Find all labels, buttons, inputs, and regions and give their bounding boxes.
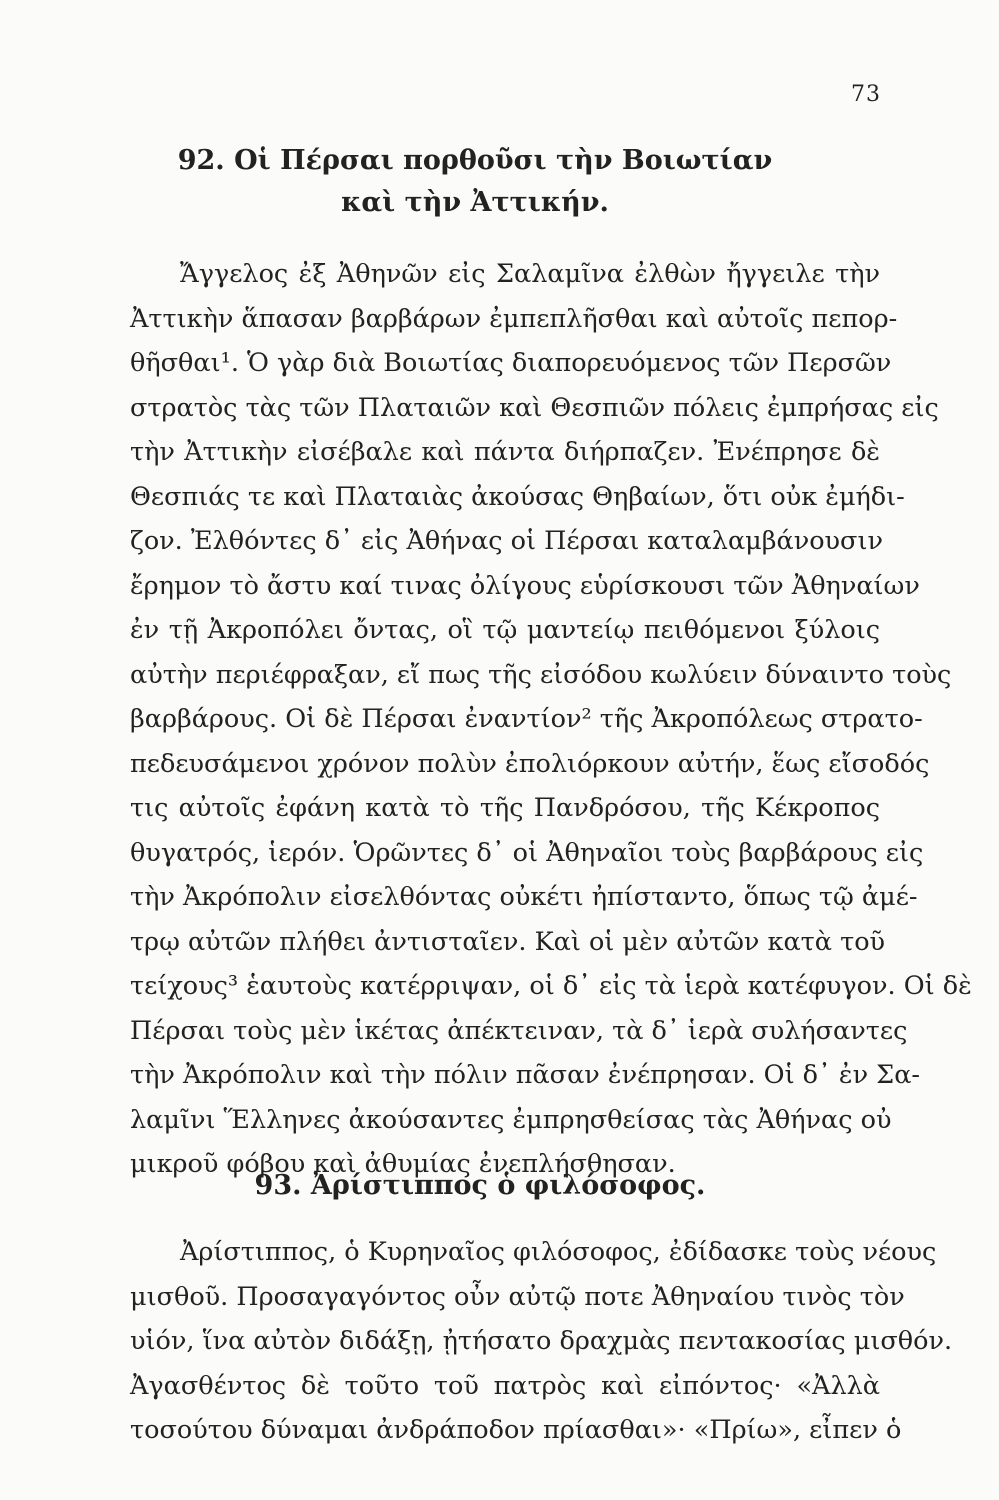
text-line: πεδευσάμενοι χρόνον πολὺν ἐπολιόρκουν αὐτήν, ἕως εἴσοδός xyxy=(130,748,930,779)
text-line: τὴν Ἀττικὴν εἰσέβαλε καὶ πάντα διήρπαζεν. Ἐνέπρησε δὲ xyxy=(130,437,880,467)
section-93-body xyxy=(130,1230,953,1453)
text-line: θυγατρός, ἱερόν. Ὁρῶντες δ᾽ οἱ Ἀθηναῖοι τοὺς βαρβάρους εἰς xyxy=(130,837,924,868)
text-line: ζον. Ἐλθόντες δ᾽ εἰς Ἀθήνας οἱ Πέρσαι καταλαμβάνουσιν xyxy=(130,526,883,556)
text-line: τοσούτου δύναμαι ἀνδράποδον πρίασθαι»· «Πρίω», εἶπεν ὁ xyxy=(130,1415,902,1445)
text-line: αὐτὴν περιέφραξαν, εἴ πως τῆς εἰσόδου κωλύειν δύναιντο τοὺς xyxy=(130,659,952,690)
text-line: τις αὐτοῖς ἐφάνη κατὰ τὸ τῆς Πανδρόσου, τῆς Κέκροπος xyxy=(130,793,880,823)
text-line: Ἀγασθέντος δὲ τοῦτο τοῦ πατρὸς καὶ εἰπόντος· «Ἀλλὰ xyxy=(130,1370,880,1401)
text-line: βαρβάρους. Οἱ δὲ Πέρσαι ἐναντίον² τῆς Ἀκροπόλεως στρατο- xyxy=(130,704,923,734)
text-line: Θεσπιάς τε καὶ Πλαταιὰς ἀκούσας Θηβαίων, ὅτι οὐκ ἐμήδι- xyxy=(130,481,905,512)
section-92-title-line-2: καὶ τὴν Ἀττικήν. xyxy=(341,187,609,218)
text-line: Ἀρίστιππος, ὁ Κυρηναῖος φιλόσοφος, ἐδίδασκε τοὺς νέους xyxy=(180,1237,937,1267)
section-92-title xyxy=(160,140,790,224)
section-92-title-line-1: 92. Οἱ Πέρσαι πορθοῦσι τὴν Βοιωτίαν xyxy=(177,145,773,176)
text-line: τείχους³ ἑαυτοὺς κατέρριψαν, οἱ δ᾽ εἰς τὰ ἱερὰ κατέφυγον. Οἱ δὲ xyxy=(130,971,972,1001)
text-line: μισθοῦ. Προσαγαγόντος οὖν αὐτῷ ποτε Ἀθηναίου τινὸς τὸν xyxy=(130,1281,905,1312)
text-line: υἱόν, ἵνα αὐτὸν διδάξῃ, ᾐτήσατο δραχμὰς πεντακοσίας μισθόν. xyxy=(130,1326,953,1356)
text-line: ἔρημον τὸ ἄστυ καί τινας ὀλίγους εὑρίσκουσι τῶν Ἀθηναίων xyxy=(130,570,920,601)
text-line: ἐν τῇ Ἀκροπόλει ὄντας, οἳ τῷ μαντείῳ πειθόμενοι ξύλοις xyxy=(130,615,880,645)
section-93-title: 93. Ἀρίστιππος ὁ φιλόσοφος. xyxy=(254,1170,706,1201)
text-line: τὴν Ἀκρόπολιν εἰσελθόντας οὐκέτι ἠπίσταντο, ὅπως τῷ ἀμέ- xyxy=(130,882,918,912)
text-line: μικροῦ φόβου καὶ ἀθυμίας ἐνεπλήσθησαν. xyxy=(130,1149,676,1179)
page-number: 73 xyxy=(851,82,881,107)
text-line: λαμῖνι Ἕλληνες ἀκούσαντες ἐμπρησθείσας τὰς Ἀθήνας οὐ xyxy=(130,1104,892,1135)
text-line: στρατὸς τὰς τῶν Πλαταιῶν καὶ Θεσπιῶν πόλεις ἐμπρήσας εἰς xyxy=(130,392,939,423)
text-line: θῆσθαι¹. Ὁ γὰρ διὰ Βοιωτίας διαπορευόμενος τῶν Περσῶν xyxy=(130,348,892,378)
text-line: Ἀττικὴν ἅπασαν βαρβάρων ἐμπεπλῆσθαι καὶ αὐτοῖς πεπορ- xyxy=(130,303,898,334)
text-line: Πέρσαι τοὺς μὲν ἱκέτας ἀπέκτειναν, τὰ δ᾽ ἱερὰ συλήσαντες xyxy=(130,1015,908,1046)
text-line: τρῳ αὐτῶν πλήθει ἀντισταῖεν. Καὶ οἱ μὲν αὐτῶν κατὰ τοῦ xyxy=(130,926,886,957)
text-line: Ἄγγελος ἐξ Ἀθηνῶν εἰς Σαλαμῖνα ἐλθὼν ἤγγειλε τὴν xyxy=(180,259,880,289)
text-line: τὴν Ἀκρόπολιν καὶ τὴν πόλιν πᾶσαν ἐνέπρησαν. Οἱ δ᾽ ἐν Σα- xyxy=(130,1060,921,1090)
section-92-body xyxy=(130,252,972,1187)
